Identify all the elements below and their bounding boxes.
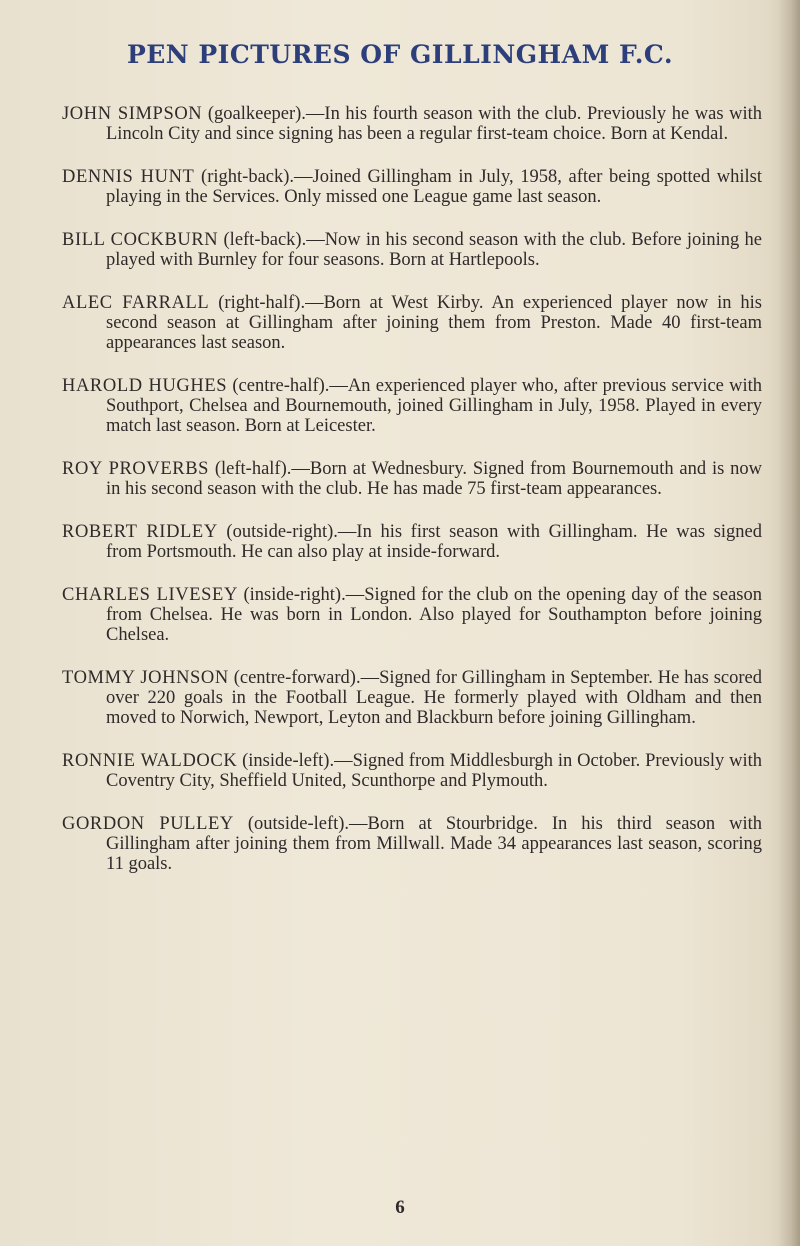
player-entry-gordon-pulley [62, 814, 762, 874]
player-name: JOHN SIMPSON [62, 104, 203, 124]
player-entry-alec-farrall [62, 293, 762, 353]
player-entry-john-simpson [62, 104, 762, 144]
player-description: (goalkeeper).—In his fourth season with the club. Previously he was with Lincoln City and since signing has been a regular first-team choice. Born at Kendal. [106, 104, 762, 144]
page-number: 6 [395, 1197, 405, 1218]
player-name: BILL COCKBURN [62, 230, 219, 250]
player-name: ROBERT RIDLEY [62, 522, 218, 542]
player-name: ALEC FARRALL [62, 293, 210, 313]
player-description: (left-half).—Born at Wednesbury. Signed from Bournemouth and is now in his second season with the club. He has made 75 first-team appearances. [106, 459, 762, 499]
player-description: (centre-half).—An experienced player who, after previous service with Southport, Chelsea and Bournemouth, joined Gillingham in July, 1958. Played in every match last season. Born at Leicester. [106, 376, 762, 436]
player-name: DENNIS HUNT [62, 167, 195, 187]
player-description: (inside-left).—Signed from Middlesburgh in October. Previously with Coventry City, Sheffield United, Scunthorpe and Plymouth. [106, 751, 763, 791]
player-description: (left-back).—Now in his second season with the club. Before joining he played with Burnley for four seasons. Born at Hartlepools. [106, 230, 762, 270]
player-description: (centre-forward).—Signed for Gillingham in September. He has scored over 220 goals in the Football League. He formerly played with Oldham and then moved to Norwich, Newport, Leyton and Blackburn before joining Gillingham. [106, 668, 762, 728]
player-description: (inside-right).—Signed for the club on the opening day of the season from Chelsea. He was born in London. Also played for Southampton before joining Chelsea. [106, 585, 762, 645]
player-description: (outside-left).—Born at Stourbridge. In his third season with Gillingham after joining them from Millwall. Made 34 appearances last season, scoring 11 goals. [106, 814, 762, 874]
player-name: TOMMY JOHNSON [62, 668, 229, 688]
player-description: (right-back).—Joined Gillingham in July, 1958, after being spotted whilst playing in the Services. Only missed one League game last season. [106, 167, 762, 207]
player-entry-tommy-johnson [62, 668, 762, 728]
player-list [62, 104, 762, 897]
player-name: HAROLD HUGHES [62, 376, 228, 396]
player-entry-dennis-hunt [62, 167, 762, 207]
page-binding-shadow [778, 0, 800, 1246]
player-name: RONNIE WALDOCK [62, 751, 238, 771]
player-description: (right-half).—Born at West Kirby. An experienced player now in his second season at Gillingham after joining them from Preston. Made 40 first-team appearances last season. [106, 293, 762, 353]
player-name: GORDON PULLEY [62, 814, 234, 834]
player-entry-charles-livesey [62, 585, 762, 645]
player-description: (outside-right).—In his first season with Gillingham. He was signed from Portsmouth. He can also play at inside-forward. [106, 522, 763, 562]
player-name: ROY PROVERBS [62, 459, 210, 479]
player-entry-harold-hughes [62, 376, 762, 436]
player-entry-roy-proverbs [62, 459, 762, 499]
player-name: CHARLES LIVESEY [62, 585, 238, 605]
page-title: PEN PICTURES OF GILLINGHAM F.C. [126, 40, 674, 69]
player-entry-bill-cockburn [62, 230, 762, 270]
player-entry-ronnie-waldock [62, 751, 762, 791]
player-entry-robert-ridley [62, 522, 762, 562]
